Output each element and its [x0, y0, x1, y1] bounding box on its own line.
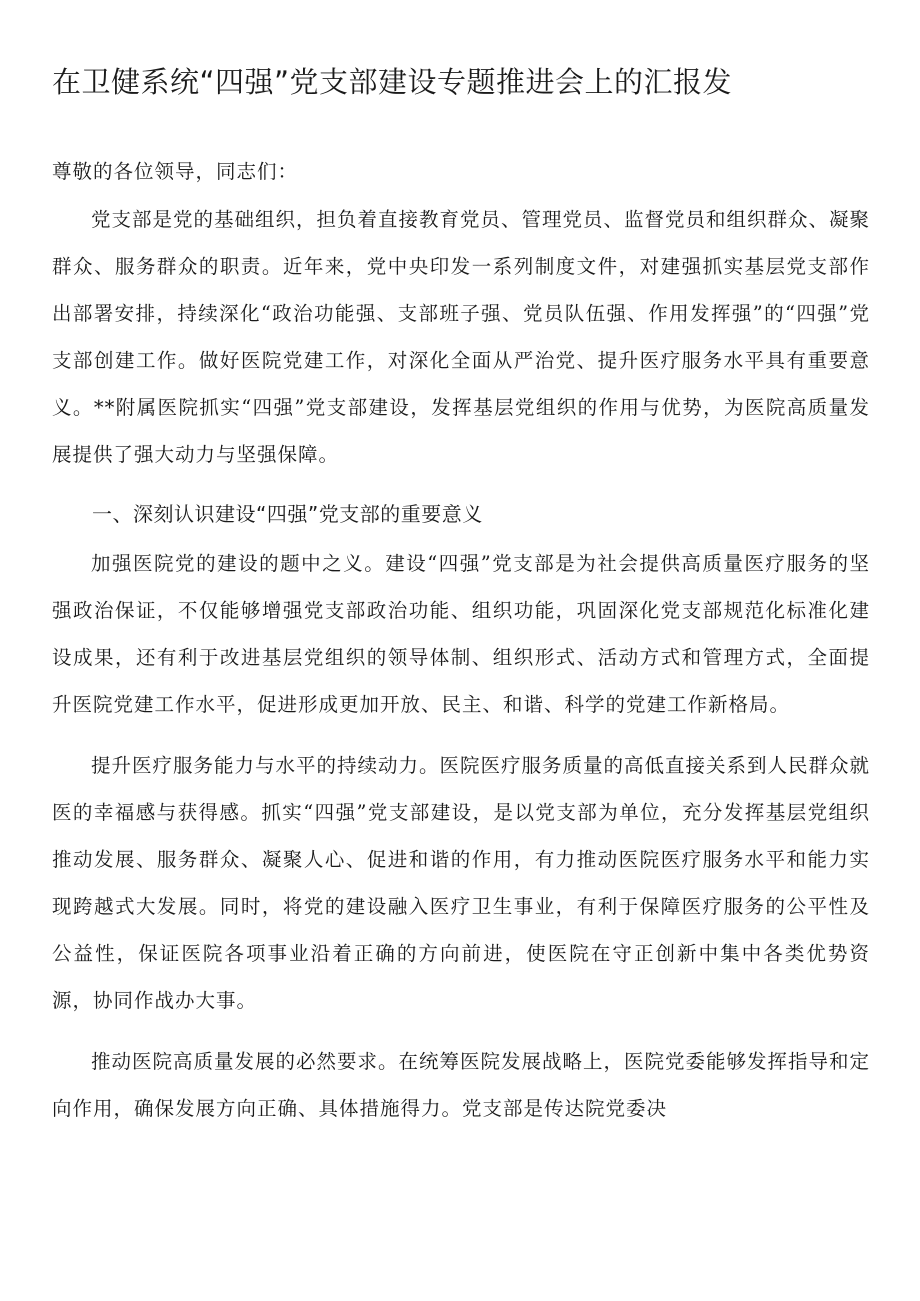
section-heading: 一、深刻认识建设“四强”党支部的重要意义	[92, 502, 483, 526]
document-body	[52, 152, 870, 1146]
salutation: 尊敬的各位领导，同志们：	[52, 160, 299, 183]
document-title: 在卫健系统“四强”党支部建设专题推进会上的汇报发	[52, 65, 733, 99]
section-paragraph: 加强医院党的建设的题中之义。建设“四强”党支部是为社会提供高质量医疗服务的坚强政治保证，不仅能够增强党支部政治功能、组织功能，巩固深化党支部规范化标准化建设成果，还有利于改进基层党组织的领导体制、组织形式、活动方式和管理方式，全面提升医院党建工作水平，促进形成更加开放、民主、和谐、科学的党建工作新格局。	[52, 552, 870, 716]
intro-paragraph: 党支部是党的基础组织，担负着直接教育党员、管理党员、监督党员和组织群众、凝聚群众、服务群众的职责。近年来，党中央印发一系列制度文件，对建强抓实基层党支部作出部署安排，持续深化“政治功能强、支部班子强、党员队伍强、作用发挥强”的“四强”党支部创建工作。做好医院党建工作，对深化全面从严治党、提升医疗服务水平具有重要意义。**附属医院抓实“四强”党支部建设，发挥基层党组织的作用与优势，为医院高质量发展提供了强大动力与坚强保障。	[52, 208, 871, 466]
section-paragraph: 推动医院高质量发展的必然要求。在统筹医院发展战略上，医院党委能够发挥指导和定向作用，确保发展方向正确、具体措施得力。党支部是传达院党委决	[52, 1050, 871, 1120]
section-paragraph: 提升医疗服务能力与水平的持续动力。医院医疗服务质量的高低直接关系到人民群众就医的幸福感与获得感。抓实“四强”党支部建设，是以党支部为单位，充分发挥基层党组织推动发展、服务群众、凝聚人心、促进和谐的作用，有力推动医院医疗服务水平和能力实现跨越式大发展。同时，将党的建设融入医疗卫生事业，有利于保障医疗服务的公平性及公益性，保证医院各项事业沿着正确的方向前进，使医院在守正创新中集中各类优势资源，协同作战办大事。	[52, 754, 871, 1012]
